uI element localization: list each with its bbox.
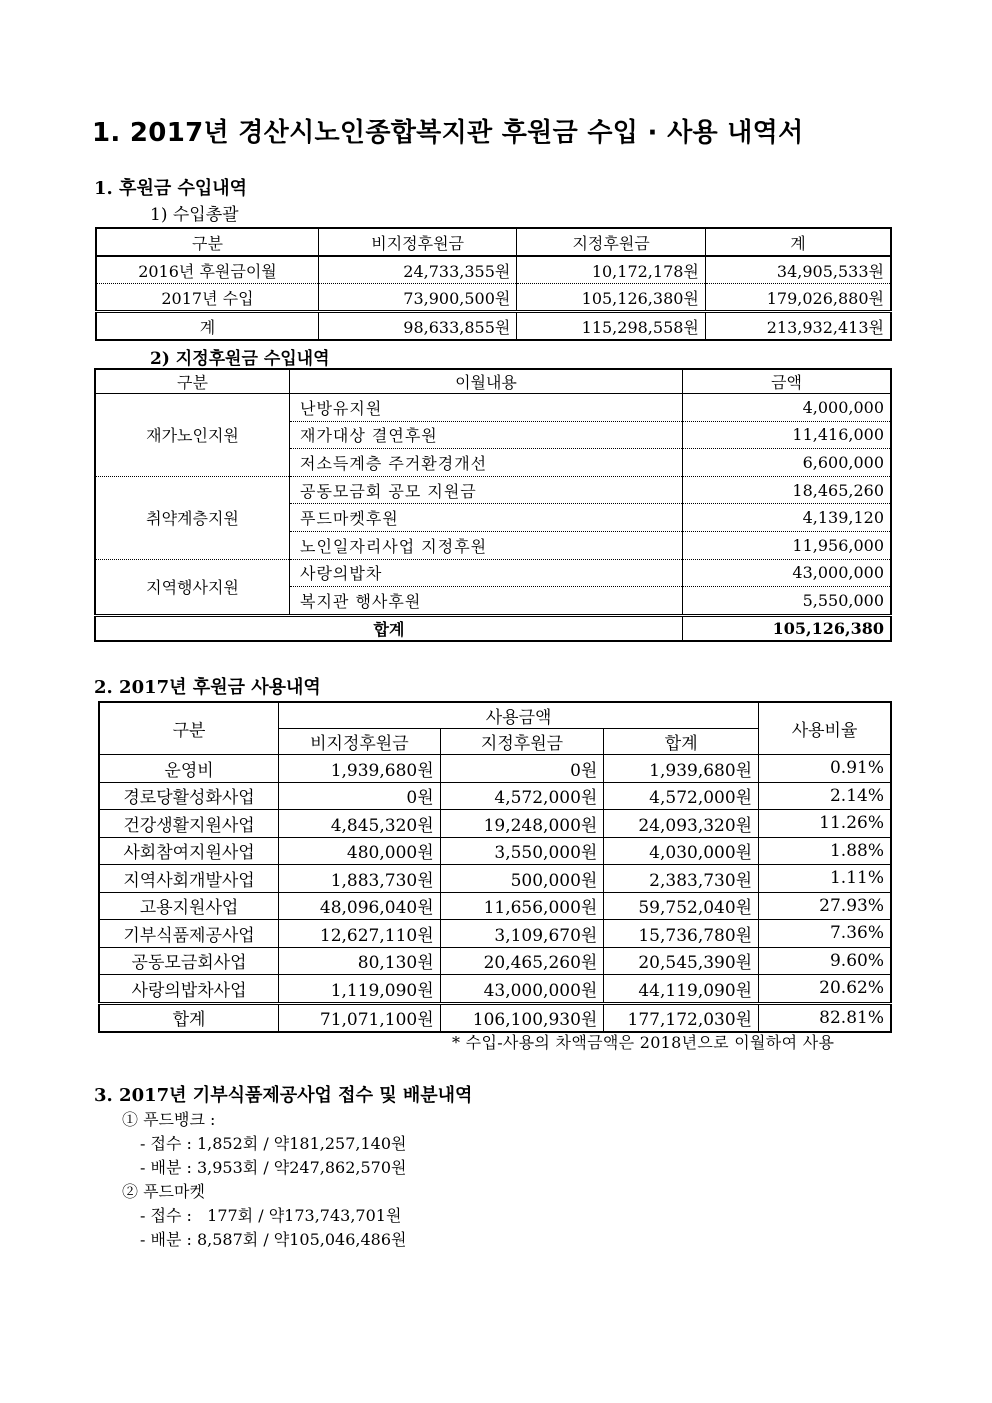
table-row bbox=[96, 284, 891, 312]
amount-cell: 34,905,533원 bbox=[705, 256, 891, 284]
amount-cell: 10,172,178원 bbox=[517, 256, 706, 284]
table-header-row bbox=[99, 702, 891, 729]
amount-cell: 0원 bbox=[279, 782, 441, 810]
amount-cell: 24,093,320원 bbox=[604, 810, 759, 838]
amount-cell: 80,130원 bbox=[279, 947, 441, 975]
designated-income-table bbox=[94, 368, 892, 642]
amount-cell: 3,109,670원 bbox=[440, 920, 604, 948]
ratio-cell: 20.62% bbox=[759, 975, 891, 1004]
foodmarket-label: ② 푸드마켓 bbox=[122, 1182, 205, 1201]
table-row bbox=[99, 755, 891, 783]
content-cell: 재가대상 결연후원 bbox=[290, 421, 683, 449]
amount-cell: 19,248,000원 bbox=[440, 810, 604, 838]
amount-cell: 11,956,000 bbox=[682, 531, 891, 559]
table-row bbox=[99, 865, 891, 893]
amount-cell: 213,932,413원 bbox=[705, 312, 891, 341]
amount-cell: 24,733,355원 bbox=[318, 256, 516, 284]
header-cell: 구분 bbox=[99, 702, 279, 755]
table-row bbox=[99, 920, 891, 948]
table-header-row bbox=[95, 369, 891, 394]
amount-cell: 15,736,780원 bbox=[604, 920, 759, 948]
total-amount: 71,071,100원 bbox=[279, 1003, 441, 1032]
amount-cell: 4,000,000 bbox=[682, 394, 891, 422]
header-cell: 비지정후원금 bbox=[318, 228, 516, 256]
amount-cell: 179,026,880원 bbox=[705, 284, 891, 312]
header-cell: 사용금액 bbox=[279, 702, 759, 729]
amount-cell: 11,656,000원 bbox=[440, 892, 604, 920]
header-cell: 지정후원금 bbox=[517, 228, 706, 256]
row-label: 계 bbox=[96, 312, 318, 341]
content-cell: 난방유지원 bbox=[290, 394, 683, 422]
total-label: 합계 bbox=[95, 615, 682, 641]
header-cell: 구분 bbox=[96, 228, 318, 256]
table-total-row bbox=[95, 615, 891, 641]
row-label: 2017년 수입 bbox=[96, 284, 318, 312]
amount-cell: 5,550,000 bbox=[682, 587, 891, 616]
total-amount: 106,100,930원 bbox=[440, 1003, 604, 1032]
row-label: 기부식품제공사업 bbox=[99, 920, 279, 948]
foodmarket-receive: - 접수 : 177회 / 약173,743,701원 bbox=[140, 1206, 402, 1225]
carryover-note: * 수입-사용의 차액금액은 2018년으로 이월하여 사용 bbox=[452, 1033, 835, 1052]
foodbank-label: ① 푸드뱅크 : bbox=[122, 1110, 216, 1129]
ratio-cell: 11.26% bbox=[759, 810, 891, 838]
amount-cell: 4,572,000원 bbox=[604, 782, 759, 810]
row-label: 사회참여지원사업 bbox=[99, 837, 279, 865]
amount-cell: 48,096,040원 bbox=[279, 892, 441, 920]
ratio-cell: 27.93% bbox=[759, 892, 891, 920]
total-amount: 105,126,380 bbox=[682, 615, 891, 641]
row-label: 경로당활성화사업 bbox=[99, 782, 279, 810]
designated-income-subheading: 2) 지정후원금 수입내역 bbox=[150, 349, 330, 369]
amount-cell: 73,900,500원 bbox=[318, 284, 516, 312]
section2-heading: 2. 2017년 후원금 사용내역 bbox=[94, 677, 321, 698]
ratio-cell: 1.88% bbox=[759, 837, 891, 865]
amount-cell: 1,119,090원 bbox=[279, 975, 441, 1004]
ratio-cell: 7.36% bbox=[759, 920, 891, 948]
amount-cell: 12,627,110원 bbox=[279, 920, 441, 948]
amount-cell: 4,572,000원 bbox=[440, 782, 604, 810]
table-row bbox=[99, 975, 891, 1004]
amount-cell: 0원 bbox=[440, 755, 604, 783]
amount-cell: 59,752,040원 bbox=[604, 892, 759, 920]
content-cell: 복지관 행사후원 bbox=[290, 587, 683, 616]
table-header-row bbox=[96, 228, 891, 256]
row-label: 지역사회개발사업 bbox=[99, 865, 279, 893]
table-row bbox=[95, 476, 891, 504]
header-cell: 비지정후원금 bbox=[279, 729, 441, 755]
row-label: 운영비 bbox=[99, 755, 279, 783]
header-cell: 금액 bbox=[682, 369, 891, 394]
total-amount: 177,172,030원 bbox=[604, 1003, 759, 1032]
header-cell: 합계 bbox=[604, 729, 759, 755]
amount-cell: 44,119,090원 bbox=[604, 975, 759, 1004]
amount-cell: 20,465,260원 bbox=[440, 947, 604, 975]
row-label: 사랑의밥차사업 bbox=[99, 975, 279, 1004]
header-cell: 계 bbox=[705, 228, 891, 256]
table-row bbox=[96, 256, 891, 284]
table-row bbox=[99, 810, 891, 838]
group-label: 재가노인지원 bbox=[95, 394, 290, 477]
table-row bbox=[99, 837, 891, 865]
amount-cell: 4,845,320원 bbox=[279, 810, 441, 838]
section3-heading: 3. 2017년 기부식품제공사업 접수 및 배분내역 bbox=[94, 1085, 473, 1106]
ratio-cell: 0.91% bbox=[759, 755, 891, 783]
amount-cell: 480,000원 bbox=[279, 837, 441, 865]
amount-cell: 1,939,680원 bbox=[604, 755, 759, 783]
income-summary-table bbox=[95, 227, 892, 341]
table-row bbox=[99, 947, 891, 975]
amount-cell: 4,139,120 bbox=[682, 504, 891, 532]
row-label: 2016년 후원금이월 bbox=[96, 256, 318, 284]
amount-cell: 11,416,000 bbox=[682, 421, 891, 449]
amount-cell: 115,298,558원 bbox=[517, 312, 706, 341]
amount-cell: 3,550,000원 bbox=[440, 837, 604, 865]
table-row bbox=[95, 559, 891, 587]
amount-cell: 43,000,000 bbox=[682, 559, 891, 587]
foodmarket-distribute: - 배분 : 8,587회 / 약105,046,486원 bbox=[140, 1230, 407, 1249]
row-label: 건강생활지원사업 bbox=[99, 810, 279, 838]
header-cell: 지정후원금 bbox=[440, 729, 604, 755]
amount-cell: 98,633,855원 bbox=[318, 312, 516, 341]
total-label: 합계 bbox=[99, 1003, 279, 1032]
amount-cell: 18,465,260 bbox=[682, 476, 891, 504]
content-cell: 푸드마켓후원 bbox=[290, 504, 683, 532]
header-cell: 구분 bbox=[95, 369, 290, 394]
amount-cell: 1,883,730원 bbox=[279, 865, 441, 893]
foodbank-receive: - 접수 : 1,852회 / 약181,257,140원 bbox=[140, 1134, 407, 1153]
amount-cell: 1,939,680원 bbox=[279, 755, 441, 783]
ratio-cell: 1.11% bbox=[759, 865, 891, 893]
usage-table bbox=[98, 701, 892, 1033]
table-total-row bbox=[99, 1003, 891, 1032]
content-cell: 공동모금회 공모 지원금 bbox=[290, 476, 683, 504]
document-title: 1. 2017년 경산시노인종합복지관 후원금 수입 · 사용 내역서 bbox=[92, 118, 804, 148]
amount-cell: 6,600,000 bbox=[682, 449, 891, 477]
amount-cell: 2,383,730원 bbox=[604, 865, 759, 893]
amount-cell: 105,126,380원 bbox=[517, 284, 706, 312]
table-total-row bbox=[96, 312, 891, 341]
content-cell: 사랑의밥차 bbox=[290, 559, 683, 587]
group-label: 지역행사지원 bbox=[95, 559, 290, 615]
amount-cell: 20,545,390원 bbox=[604, 947, 759, 975]
ratio-cell: 9.60% bbox=[759, 947, 891, 975]
header-cell: 사용비율 bbox=[759, 702, 891, 755]
foodbank-distribute: - 배분 : 3,953회 / 약247,862,570원 bbox=[140, 1158, 407, 1177]
table-row bbox=[99, 782, 891, 810]
table-row bbox=[95, 394, 891, 422]
content-cell: 저소득계층 주거환경개선 bbox=[290, 449, 683, 477]
ratio-cell: 2.14% bbox=[759, 782, 891, 810]
group-label: 취약계층지원 bbox=[95, 476, 290, 559]
table-row bbox=[99, 892, 891, 920]
row-label: 고용지원사업 bbox=[99, 892, 279, 920]
amount-cell: 500,000원 bbox=[440, 865, 604, 893]
total-ratio: 82.81% bbox=[759, 1003, 891, 1032]
header-cell: 이월내용 bbox=[290, 369, 683, 394]
amount-cell: 43,000,000원 bbox=[440, 975, 604, 1004]
income-summary-subheading: 1) 수입총괄 bbox=[150, 205, 239, 225]
content-cell: 노인일자리사업 지정후원 bbox=[290, 531, 683, 559]
amount-cell: 4,030,000원 bbox=[604, 837, 759, 865]
row-label: 공동모금회사업 bbox=[99, 947, 279, 975]
section1-heading: 1. 후원금 수입내역 bbox=[94, 178, 248, 199]
